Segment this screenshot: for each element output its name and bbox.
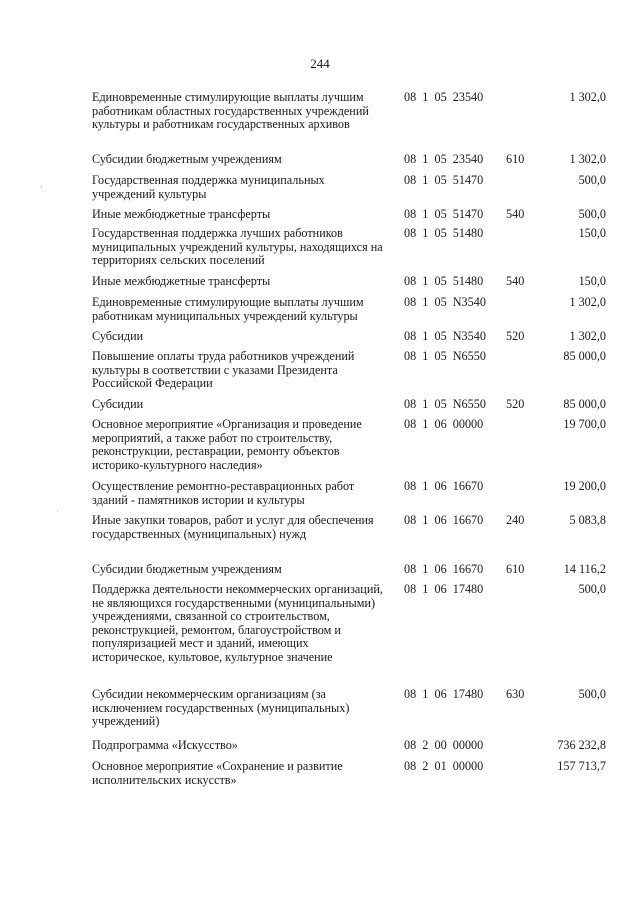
page-number: 244 [310,56,330,71]
row-name: Основное мероприятие «Сохранение и развитие исполнительских искусств» [92,759,343,787]
row-name: Осуществление ремонтно-реставрационных работ зданий - памятников истории и культуры [92,479,355,507]
table-row [0,514,640,556]
table-row [0,583,640,681]
row-name: Основное мероприятие «Организация и проведение мероприятий, а также работ по строительству, реконструкции, реставрации, ремонту объектов историко-культурного наследия» [92,417,362,472]
row-name: Повышение оплаты труда работников учреждений культуры в соответствии с указами Президента Российской Федерации [92,349,355,391]
row-expense-type: 240 [506,513,525,527]
row-amount: 1 302,0 [569,152,606,166]
row-name: Субсидии некоммерческим организациям (за исключением государственных (муниципальных) учреждений) [92,687,350,729]
table-row [0,153,640,167]
row-amount: 1 302,0 [569,295,606,309]
row-amount: 500,0 [578,173,606,187]
row-classification-code: 08 1 06 17480 [404,582,484,596]
row-name: Субсидии [92,329,144,343]
row-classification-code: 08 1 05 N3540 [404,329,486,343]
row-expense-type: 520 [506,329,525,343]
row-classification-code: 08 1 05 51470 [404,173,484,187]
table-row [0,760,640,788]
table-row [0,739,640,753]
row-expense-type: 610 [506,562,525,576]
row-name: Субсидии бюджетным учреждениям [92,562,282,576]
scan-mark: · [40,182,43,192]
row-amount: 1 302,0 [569,90,606,104]
table-row [0,563,640,577]
table-row [0,227,640,269]
row-classification-code: 08 1 06 16670 [404,513,484,527]
row-classification-code: 08 1 05 N6550 [404,349,486,363]
table-row [0,296,640,324]
row-amount: 85 000,0 [563,349,606,363]
row-amount: 14 116,2 [563,562,606,576]
row-name: Субсидии [92,397,144,411]
row-amount: 500,0 [578,687,606,701]
table-row [0,208,640,222]
row-amount: 19 700,0 [563,417,606,431]
row-amount: 736 232,8 [557,738,606,752]
row-name: Иные закупки товаров, работ и услуг для обеспечения государственных (муниципальных) нужд [92,513,374,541]
scan-mark: · [56,506,59,516]
row-classification-code: 08 1 06 16670 [404,562,484,576]
row-name: Иные межбюджетные трансферты [92,274,271,288]
row-amount: 5 083,8 [569,513,606,527]
row-classification-code: 08 2 01 00000 [404,759,484,773]
row-name: Поддержка деятельности некоммерческих организаций, не являющихся государственными (муниципальными) учреждениями, связанной со строительством, реконструкцией, ремонтом, благоустройством и популяризацией мест и зданий, имеющих историческое, культовое, культурное значение [92,582,383,664]
table-row [0,330,640,344]
row-classification-code: 08 1 05 23540 [404,90,484,104]
row-name: Субсидии бюджетным учреждениям [92,152,282,166]
row-classification-code: 08 1 05 51470 [404,207,484,221]
row-amount: 500,0 [578,207,606,221]
table-row [0,174,640,202]
table-row [0,275,640,289]
row-amount: 500,0 [578,582,606,596]
row-expense-type: 630 [506,687,525,701]
table-row [0,91,640,141]
row-amount: 19 200,0 [563,479,606,493]
table-row [0,480,640,508]
row-classification-code: 08 2 00 00000 [404,738,484,752]
table-row [0,688,640,730]
row-classification-code: 08 1 05 51480 [404,226,484,240]
row-classification-code: 08 1 06 17480 [404,687,484,701]
row-classification-code: 08 1 06 16670 [404,479,484,493]
row-amount: 150,0 [578,274,606,288]
table-row [0,350,640,392]
row-amount: 85 000,0 [563,397,606,411]
row-classification-code: 08 1 05 N3540 [404,295,486,309]
row-amount: 1 302,0 [569,329,606,343]
row-amount: 157 713,7 [557,759,606,773]
row-name: Иные межбюджетные трансферты [92,207,271,221]
row-name: Единовременные стимулирующие выплаты лучшим работникам областных государственных учреждений культуры и работникам государственных архивов [92,90,369,132]
row-classification-code: 08 1 05 23540 [404,152,484,166]
row-classification-code: 08 1 05 51480 [404,274,484,288]
row-name: Единовременные стимулирующие выплаты лучшим работникам муниципальных учреждений культуры [92,295,364,323]
table-row [0,398,640,412]
row-classification-code: 08 1 06 00000 [404,417,484,431]
row-expense-type: 540 [506,274,525,288]
row-name: Государственная поддержка лучших работников муниципальных учреждений культуры, находящихся на территориях сельских поселений [92,226,383,268]
row-amount: 150,0 [578,226,606,240]
row-expense-type: 520 [506,397,525,411]
table-row [0,418,640,474]
row-classification-code: 08 1 05 N6550 [404,397,486,411]
row-expense-type: 540 [506,207,525,221]
row-name: Государственная поддержка муниципальных учреждений культуры [92,173,325,201]
row-expense-type: 610 [506,152,525,166]
row-name: Подпрограмма «Искусство» [92,738,238,752]
